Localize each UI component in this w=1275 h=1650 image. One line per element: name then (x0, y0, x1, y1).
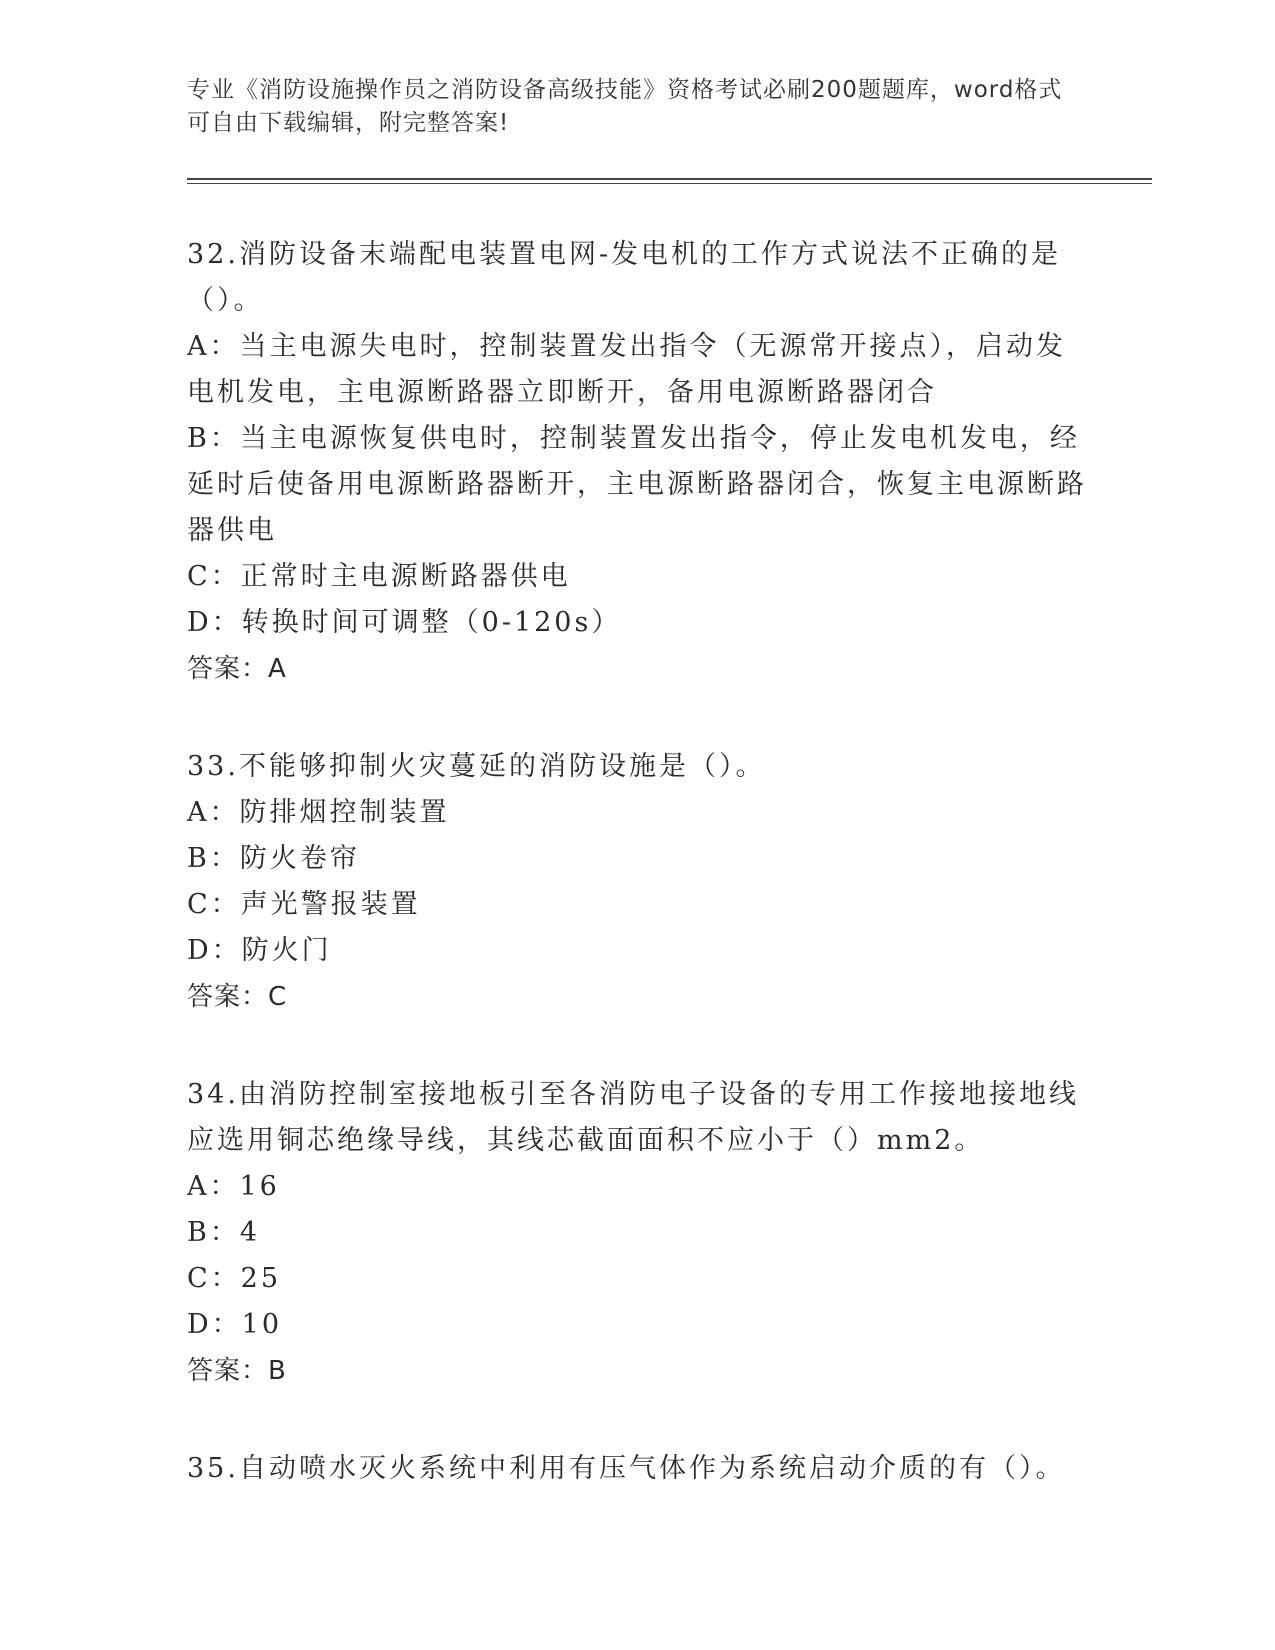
header-divider-thin (187, 183, 1152, 184)
question-34 (187, 1072, 1087, 1394)
option-d: D：10 (187, 1309, 283, 1340)
question-list (187, 232, 1087, 1498)
question-spacer (187, 1400, 1087, 1446)
option-d: D：转换时间可调整（0-120s） (187, 607, 622, 638)
question-stem: 35.自动喷水灭火系统中利用有压气体作为系统启动介质的有（）。 (187, 1453, 1066, 1484)
option-b: B：4 (187, 1217, 261, 1248)
option-c: C：25 (187, 1263, 282, 1294)
option-d: D：防火门 (187, 935, 332, 966)
page-header-text: 专业《消防设施操作员之消防设备高级技能》资格考试必刷200题题库，word格式可自由下载编辑，附完整答案! (187, 77, 1063, 136)
option-a: A：防排烟控制装置 (187, 797, 450, 828)
answer-label: 答案：C (187, 982, 288, 1012)
question-35 (187, 1446, 1087, 1492)
option-c: C：正常时主电源断路器供电 (187, 561, 571, 592)
option-c: C：声光警报装置 (187, 889, 421, 920)
question-33 (187, 744, 1087, 1020)
answer-label: 答案：A (187, 654, 287, 684)
option-b: B：防火卷帘 (187, 843, 360, 874)
question-32 (187, 232, 1087, 692)
question-stem: 33.不能够抑制火灾蔓延的消防设施是（）。 (187, 751, 766, 782)
answer-label: 答案：B (187, 1356, 287, 1386)
option-a: A：当主电源失电时，控制装置发出指令（无源常开接点），启动发电机发电，主电源断路器立即断开，备用电源断路器闭合 (187, 331, 1066, 408)
question-spacer (187, 698, 1087, 744)
option-a: A：16 (187, 1171, 280, 1202)
question-stem: 34.由消防控制室接地板引至各消防电子设备的专用工作接地接地线应选用铜芯绝缘导线，其线芯截面面积不应小于（）mm2。 (187, 1079, 1079, 1156)
header-divider-thick (187, 178, 1152, 180)
question-stem: 32.消防设备末端配电装置电网-发电机的工作方式说法不正确的是（）。 (187, 239, 1062, 316)
question-spacer (187, 1026, 1087, 1072)
option-b: B：当主电源恢复供电时，控制装置发出指令，停止发电机发电，经延时后使备用电源断路器断开，主电源断路器闭合，恢复主电源断路器供电 (187, 423, 1087, 546)
